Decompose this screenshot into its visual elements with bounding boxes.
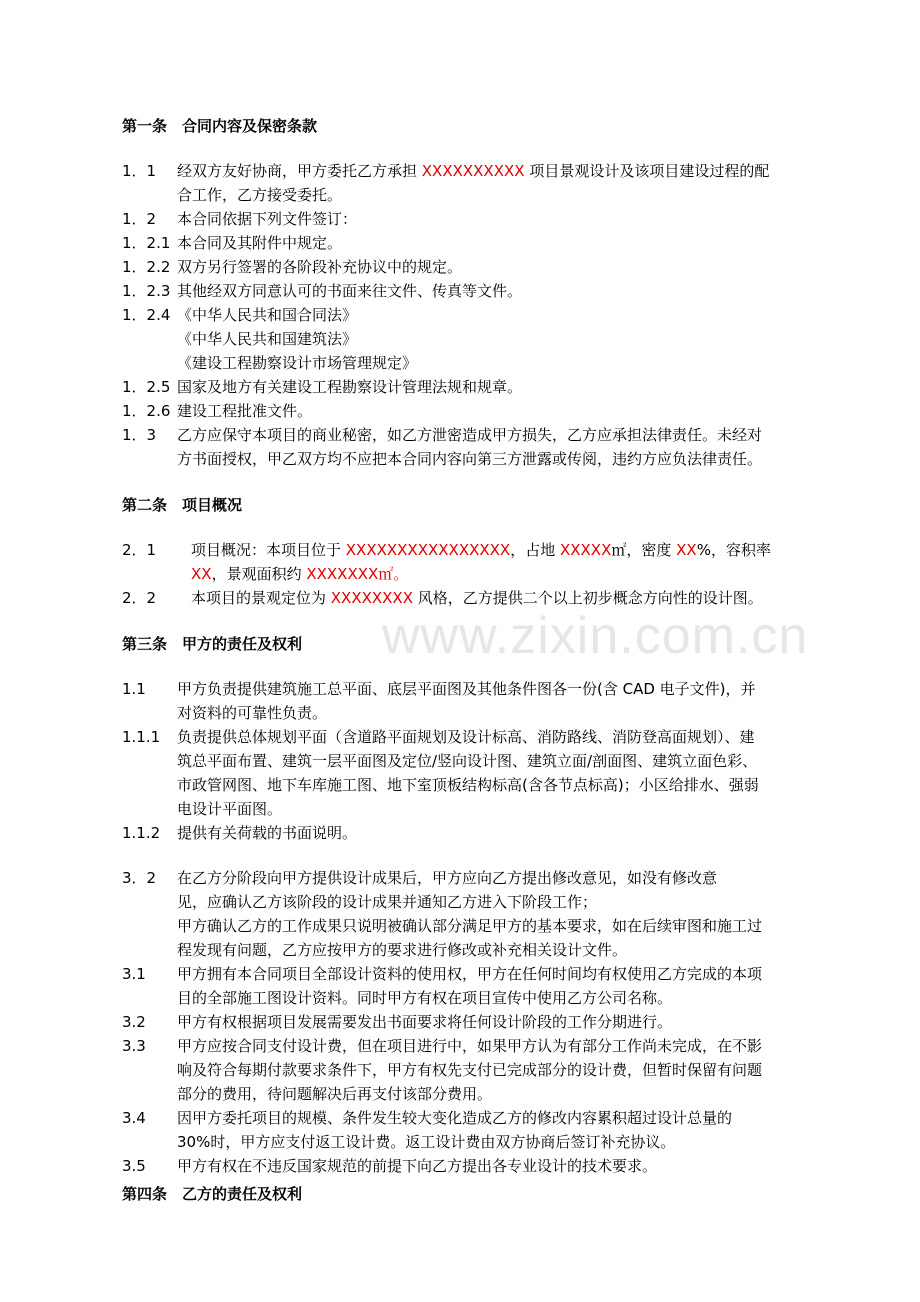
- article-3-heading: 第三条 甲方的责任及权利: [122, 635, 303, 653]
- placeholder-landscape-area: XXXXXX: [306, 565, 368, 583]
- placeholder-plot-ratio: XX: [191, 565, 212, 583]
- clause-text: 甲方有权在不违反国家规范的前提下向乙方提出各专业设计的技术要求。: [177, 1157, 658, 1175]
- clause-number: 1.1.1: [122, 728, 161, 746]
- clause-text: 筑总平面布置、建筑一层平面图及定位/竖向设计图、建筑立面/剖面图、建筑立面色彩、: [177, 752, 758, 770]
- watermark: www.zixin.com.cn: [382, 607, 809, 665]
- law-title: 《中华人民共和国建筑法》: [177, 330, 358, 348]
- clause-text: 经双方友好协商，甲方委托乙方承担 XXXXXXXXXX 项目景观设计及该项目建设过程的配: [177, 162, 770, 180]
- clause-text: 负责提供总体规划平面（含道路平面规划及设计标高、消防路线、消防登高面规划）、建: [177, 728, 755, 746]
- article-1-heading: 第一条 合同内容及保密条款: [122, 117, 318, 135]
- clause-number: 1．2.4: [122, 306, 171, 324]
- clause-text: 甲方确认乙方的工作成果只说明被确认部分满足甲方的基本要求，如在后续审图和施工过: [177, 917, 763, 935]
- clause-text: 因甲方委托项目的规模、条件发生较大变化造成乙方的修改内容累积超过设计总量的: [177, 1109, 733, 1127]
- clause-text: 双方另行签署的各阶段补充协议中的规定。: [177, 258, 463, 276]
- clause-number: 3.5: [122, 1157, 146, 1175]
- clause-text: 国家及地方有关建设工程勘察设计管理法规和规章。: [177, 378, 523, 396]
- placeholder-location: XXXXXXXXXXXXXXXX: [345, 541, 511, 559]
- clause-number: 3.4: [122, 1109, 146, 1127]
- clause-text: 方书面授权，甲乙双方均不应把本合同内容向第三方泄露或传阅，违约方应负法律责任。: [177, 450, 763, 468]
- clause-text: 提供有关荷载的书面说明。: [177, 824, 358, 842]
- clause-text: 甲方有权根据项目发展需要发出书面要求将任何设计阶段的工作分期进行。: [177, 1013, 673, 1031]
- clause-text: XX，景观面积约 XXXXXXX㎡。: [191, 565, 409, 583]
- clause-text: 市政管网图、地下车库施工图、地下室顶板结构标高(含各节点标高)；小区给排水、强弱: [177, 776, 759, 794]
- clause-text: 目的全部施工图设计资料。同时甲方有权在项目宣传中使用乙方公司名称。: [177, 989, 673, 1007]
- clause-text: 见，应确认乙方该阶段的设计成果并通知乙方进入下阶段工作；: [177, 893, 598, 911]
- clause-text: 建设工程批准文件。: [177, 402, 313, 420]
- placeholder-area: XXXXX: [559, 541, 612, 559]
- clause-number: 1.1.2: [122, 824, 161, 842]
- clause-number: 2．1: [122, 541, 157, 559]
- placeholder-density: XX: [676, 541, 697, 559]
- clause-text: 甲方负责提供建筑施工总平面、底层平面图及其他条件图各一份(含 CAD 电子文件)，并: [177, 680, 756, 698]
- clause-number: 1．2: [122, 210, 157, 228]
- clause-text: 甲方应按合同支付设计费，但在项目进行中，如果甲方认为有部分工作尚未完成，在不影: [177, 1037, 763, 1055]
- clause-number: 1．1: [122, 162, 157, 180]
- clause-number: 1．2.5: [122, 378, 171, 396]
- clause-text: 30%时，甲方应支付返工设计费。返工设计费由双方协商后签订补充协议。: [177, 1133, 676, 1151]
- clause-text: 在乙方分阶段向甲方提供设计成果后，甲方应向乙方提出修改意见，如没有修改意: [177, 869, 718, 887]
- clause-number: 3.2: [122, 1013, 146, 1031]
- clause-text: 本合同依据下列文件签订：: [177, 210, 358, 228]
- article-2-heading: 第二条 项目概况: [122, 496, 243, 514]
- clause-text: 甲方拥有本合同项目全部设计资料的使用权，甲方在任何时间均有权使用乙方完成的本项: [177, 965, 763, 983]
- clause-number: 1．2.1: [122, 234, 171, 252]
- placeholder-style: XXXXXXXX: [330, 589, 413, 607]
- clause-number: 1.1: [122, 680, 146, 698]
- clause-text: 本项目的景观定位为 XXXXXXXX 风格，乙方提供二个以上初步概念方向性的设计图。: [191, 589, 763, 607]
- clause-number: 3.3: [122, 1037, 146, 1055]
- clause-text: 其他经双方同意认可的书面来往文件、传真等文件。: [177, 282, 523, 300]
- clause-number: 1．2.6: [122, 402, 171, 420]
- law-title: 《建设工程勘察设计市场管理规定》: [177, 354, 418, 372]
- clause-number: 1．2.2: [122, 258, 171, 276]
- clause-text: 响及符合每期付款要求条件下，甲方有权先支付已完成部分的设计费，但暂时保留有问题: [177, 1061, 763, 1079]
- clause-number: 3．2: [122, 869, 157, 887]
- clause-number: 3.1: [122, 965, 146, 983]
- clause-text: 项目概况：本项目位于 XXXXXXXXXXXXXXXX，占地 XXXXX㎡，密度 XX%，容积率: [191, 541, 771, 559]
- article-4-heading: 第四条 乙方的责任及权利: [122, 1185, 303, 1203]
- clause-text: 部分的费用，待问题解决后再支付该部分费用。: [177, 1085, 493, 1103]
- clause-number: 1．3: [122, 426, 157, 444]
- clause-text: 电设计平面图。: [177, 800, 283, 818]
- clause-text: 程发现有问题，乙方应按甲方的要求进行修改或补充相关设计文件。: [177, 941, 628, 959]
- clause-number: 2．2: [122, 589, 157, 607]
- law-title: 《中华人民共和国合同法》: [177, 306, 358, 324]
- clause-text: 对资料的可靠性负责。: [177, 704, 328, 722]
- clause-text: 合工作，乙方接受委托。: [177, 186, 343, 204]
- placeholder-project-name: XXXXXXXXXX: [421, 162, 525, 180]
- clause-text: 乙方应保守本项目的商业秘密，如乙方泄密造成甲方损失，乙方应承担法律责任。未经对: [177, 426, 763, 444]
- clause-number: 1．2.3: [122, 282, 171, 300]
- clause-text: 本合同及其附件中规定。: [177, 234, 343, 252]
